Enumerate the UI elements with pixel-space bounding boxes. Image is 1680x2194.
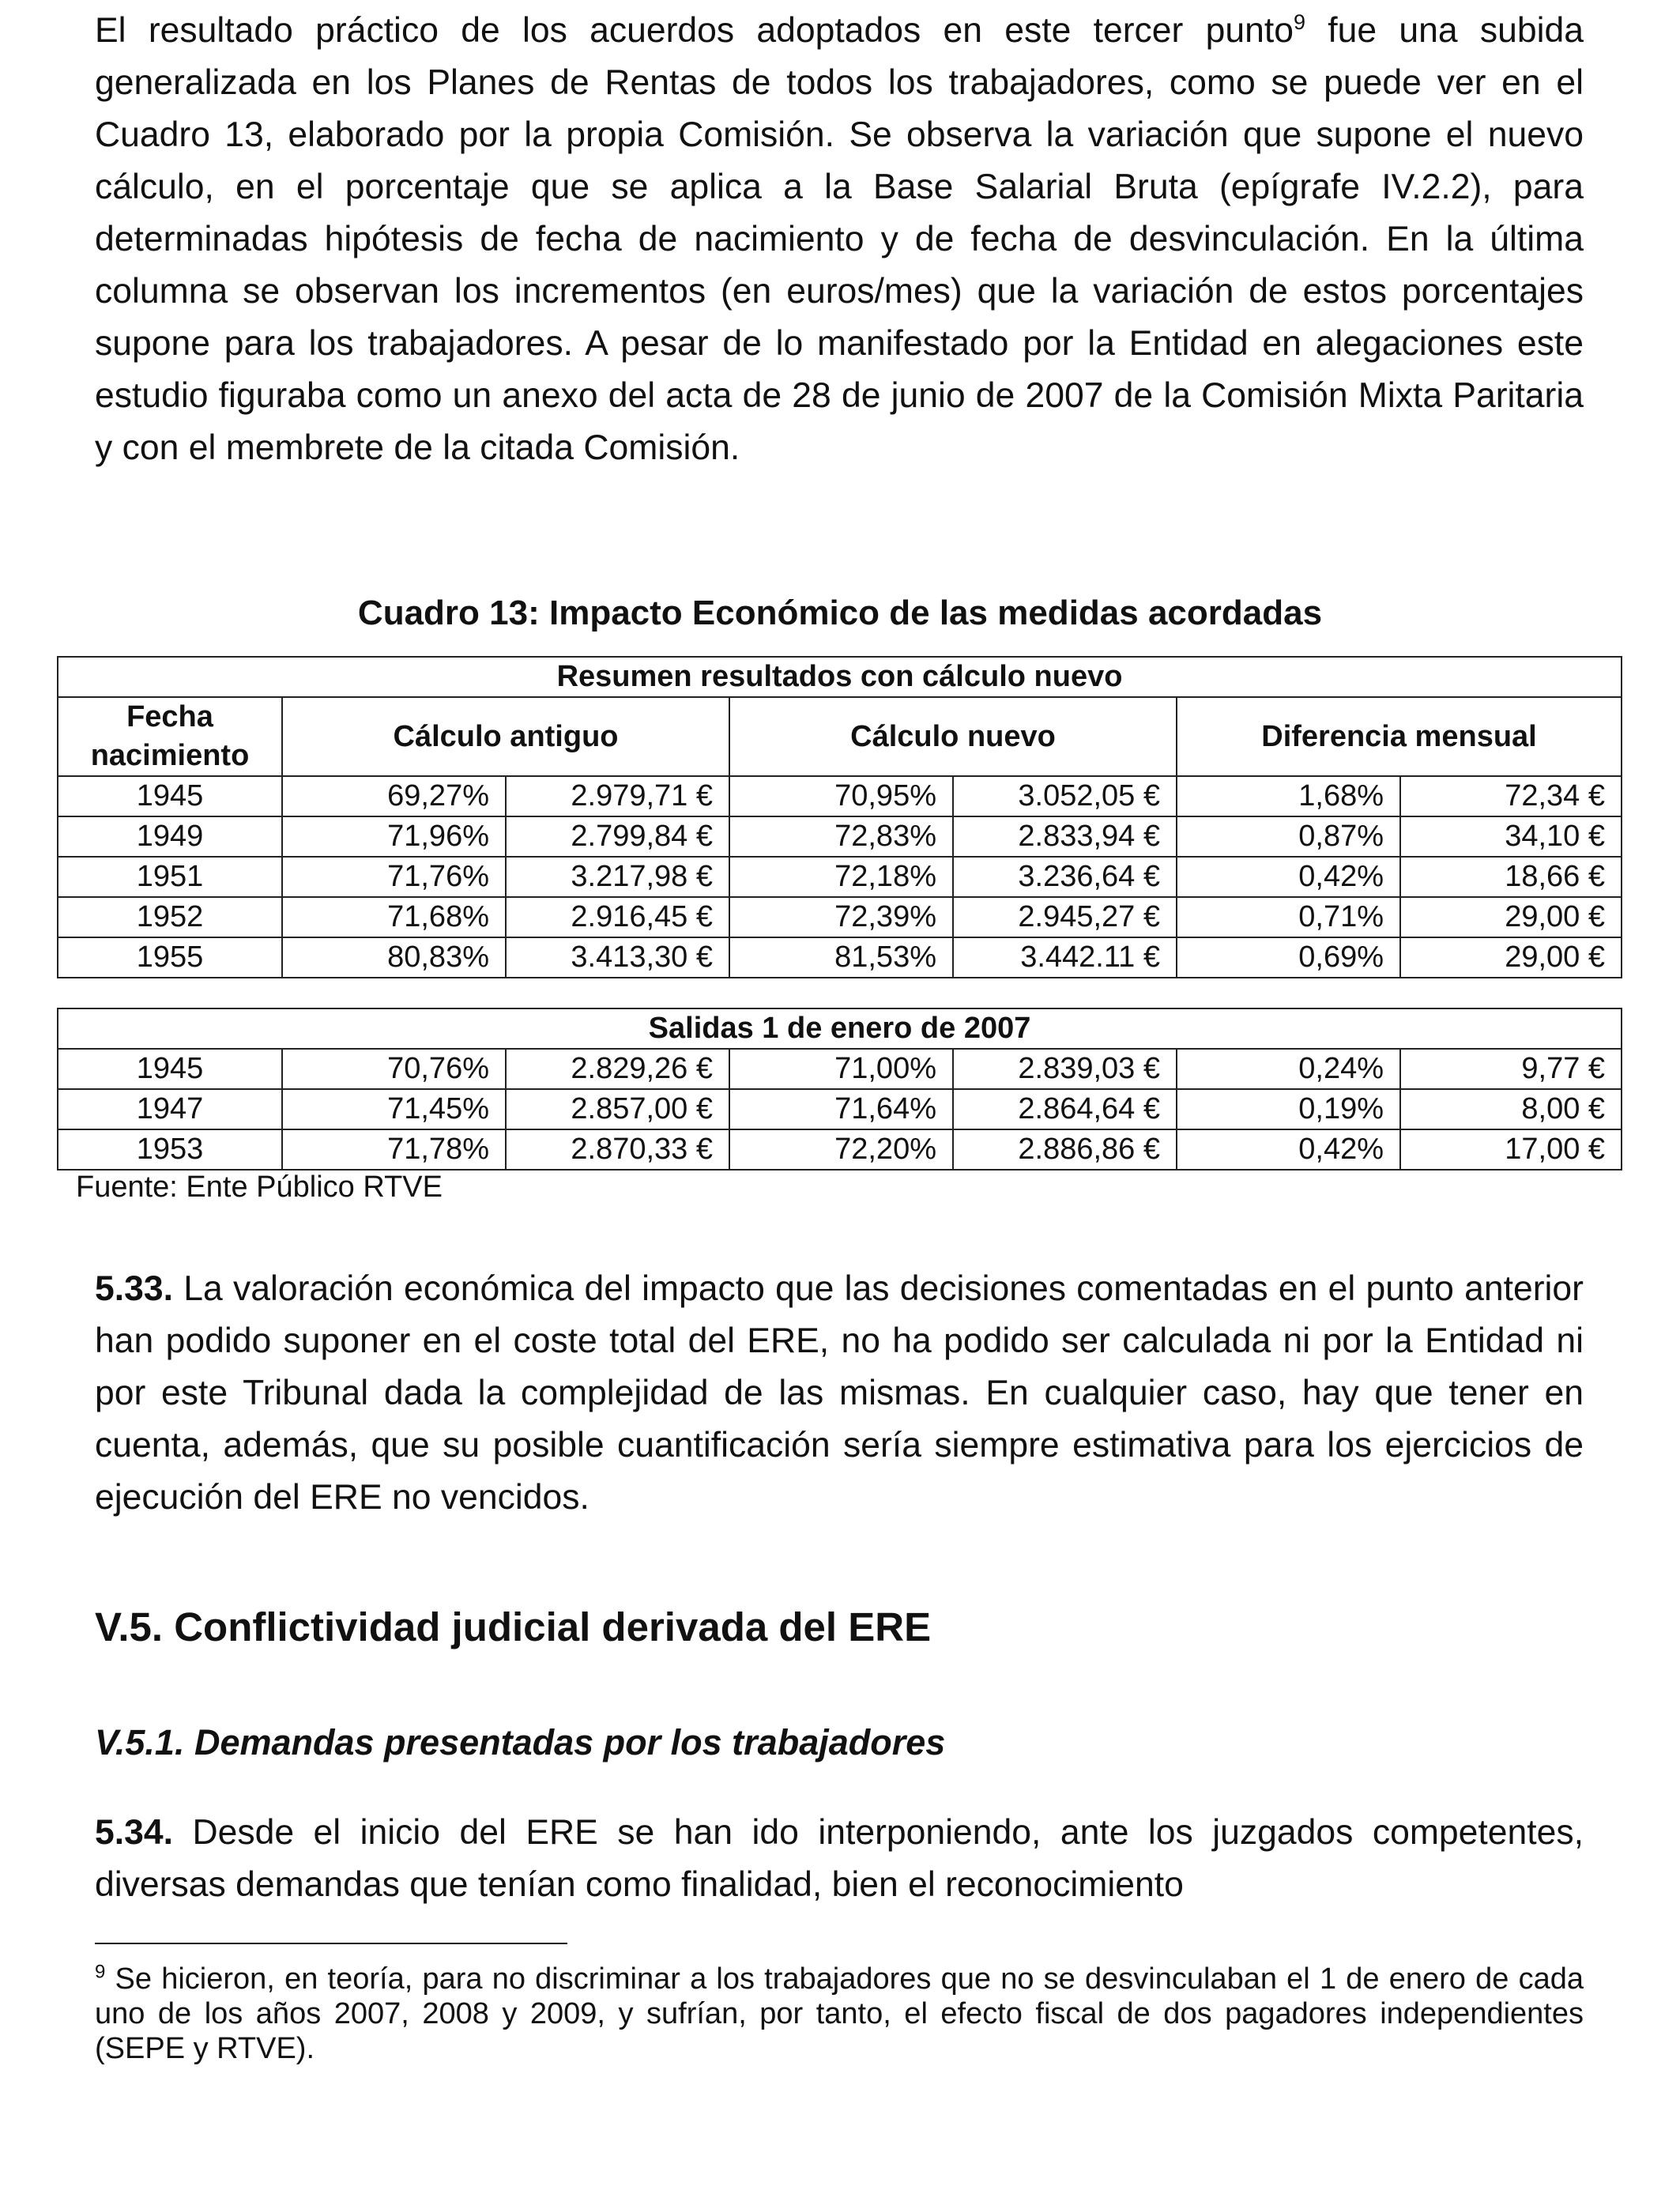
footnote-number: 9	[95, 1961, 106, 1983]
cell-year: 1951	[58, 857, 282, 897]
cell-diferencia-pct: 0,19%	[1177, 1089, 1400, 1129]
paragraph-5-33	[95, 1263, 1584, 1524]
cell-antiguo-pct: 71,76%	[282, 857, 506, 897]
paragraph-text: Desde el inicio del ERE se han ido interponiendo, ante los juzgados competentes, diversas demandas que tenían como finalidad, bien el reconocimiento	[95, 1813, 1584, 1904]
cell-year: 1947	[58, 1089, 282, 1129]
cell-nuevo-pct: 70,95%	[729, 776, 953, 816]
subsection-heading: V.5.1. Demandas presentadas por los trabajadores	[95, 1722, 946, 1762]
footnote	[95, 1962, 1584, 2066]
cell-antiguo-eur: 3.217,98 €	[506, 857, 729, 897]
salidas-table-caption: Salidas 1 de enero de 2007	[58, 1008, 1622, 1049]
table-row	[58, 816, 1622, 857]
cell-diferencia-eur: 72,34 €	[1400, 776, 1622, 816]
cell-antiguo-pct: 69,27%	[282, 776, 506, 816]
cell-nuevo-eur: 2.864,64 €	[953, 1089, 1177, 1129]
cell-diferencia-pct: 0,42%	[1177, 1129, 1400, 1170]
cell-diferencia-eur: 29,00 €	[1400, 937, 1622, 978]
table-row	[58, 1049, 1622, 1089]
cell-year: 1945	[58, 776, 282, 816]
cell-nuevo-pct: 72,39%	[729, 897, 953, 937]
table-row	[58, 897, 1622, 937]
cell-antiguo-pct: 71,68%	[282, 897, 506, 937]
table-row	[58, 776, 1622, 816]
results-table	[57, 656, 1622, 978]
cell-antiguo-pct: 71,78%	[282, 1129, 506, 1170]
cell-year: 1945	[58, 1049, 282, 1089]
table-row	[58, 1089, 1622, 1129]
cell-nuevo-eur: 2.886,86 €	[953, 1129, 1177, 1170]
cell-nuevo-pct: 72,83%	[729, 816, 953, 857]
cell-diferencia-pct: 0,42%	[1177, 857, 1400, 897]
results-table-body	[58, 776, 1622, 978]
cell-year: 1952	[58, 897, 282, 937]
intro-paragraph	[95, 5, 1584, 474]
cell-diferencia-pct: 1,68%	[1177, 776, 1400, 816]
cell-antiguo-pct: 80,83%	[282, 937, 506, 978]
cell-nuevo-pct: 72,18%	[729, 857, 953, 897]
cell-diferencia-pct: 0,87%	[1177, 816, 1400, 857]
cell-nuevo-pct: 72,20%	[729, 1129, 953, 1170]
cell-year: 1949	[58, 816, 282, 857]
salidas-table-body	[58, 1049, 1622, 1170]
cell-nuevo-eur: 3.052,05 €	[953, 776, 1177, 816]
header-fecha-line2: nacimiento	[90, 739, 250, 772]
paragraph-5-34	[95, 1807, 1584, 1911]
results-table-caption: Resumen resultados con cálculo nuevo	[58, 657, 1622, 697]
intro-text-after-ref: fue una subida generalizada en los Planes de Rentas de todos los trabajadores, como se puede ver en el Cuadro 13, elaborado por la propia Comisión. Se observa la variación que supone el nuevo cálculo, en el porcentaje que se aplica a la Base Salarial Bruta (epígrafe IV.2.2), para determinadas hipótesis de fecha de nacimiento y de fecha de desvinculación. En la última columna se observan los incrementos (en euros/mes) que la variación de estos porcentajes supone para los trabajadores. A pesar de lo manifestado por la Entidad en alegaciones este estudio figuraba como un anexo del acta de 28 de junio de 2007 de la Comisión Mixta Paritaria y con el membrete de la citada Comisión.	[95, 11, 1584, 467]
cell-antiguo-eur: 2.799,84 €	[506, 816, 729, 857]
cuadro-title: Cuadro 13: Impacto Económico de las medidas acordadas	[357, 594, 1323, 632]
cell-year: 1955	[58, 937, 282, 978]
salidas-table	[57, 1008, 1622, 1171]
intro-text-before-ref: El resultado práctico de los acuerdos adoptados en este tercer punto	[95, 11, 1294, 50]
cell-antiguo-pct: 71,96%	[282, 816, 506, 857]
cell-year: 1953	[58, 1129, 282, 1170]
cell-diferencia-eur: 34,10 €	[1400, 816, 1622, 857]
cell-antiguo-eur: 2.857,00 €	[506, 1089, 729, 1129]
paragraph-number: 5.33.	[95, 1269, 173, 1308]
header-calculo-antiguo: Cálculo antiguo	[282, 697, 729, 776]
cell-nuevo-eur: 2.839,03 €	[953, 1049, 1177, 1089]
cell-antiguo-eur: 2.870,33 €	[506, 1129, 729, 1170]
header-diferencia-mensual: Diferencia mensual	[1177, 697, 1622, 776]
table-row	[58, 1129, 1622, 1170]
cell-antiguo-eur: 2.829,26 €	[506, 1049, 729, 1089]
table-row	[58, 937, 1622, 978]
cell-diferencia-eur: 29,00 €	[1400, 897, 1622, 937]
cell-nuevo-eur: 2.833,94 €	[953, 816, 1177, 857]
cell-diferencia-pct: 0,71%	[1177, 897, 1400, 937]
table-row	[58, 857, 1622, 897]
cell-nuevo-pct: 71,64%	[729, 1089, 953, 1129]
cell-antiguo-eur: 2.979,71 €	[506, 776, 729, 816]
cell-antiguo-eur: 2.916,45 €	[506, 897, 729, 937]
cell-nuevo-pct: 71,00%	[729, 1049, 953, 1089]
footnote-text: Se hicieron, en teoría, para no discriminar a los trabajadores que no se desvinculaban el 1 de enero de cada uno de los años 2007, 2008 y 2009, y sufrían, por tanto, el efecto fiscal de dos pagadores independientes (SEPE y RTVE).	[95, 1962, 1584, 2065]
cell-diferencia-eur: 17,00 €	[1400, 1129, 1622, 1170]
cell-antiguo-eur: 3.413,30 €	[506, 937, 729, 978]
cell-nuevo-eur: 3.236,64 €	[953, 857, 1177, 897]
paragraph-text: La valoración económica del impacto que las decisiones comentadas en el punto anterior han podido suponer en el coste total del ERE, no ha podido ser calculada ni por la Entidad ni por este Tribunal dada la complejidad de las mismas. En cualquier caso, hay que tener en cuenta, además, que su posible cuantificación sería siempre estimativa para los ejercicios de ejecución del ERE no vencidos.	[95, 1269, 1584, 1517]
header-calculo-nuevo: Cálculo nuevo	[729, 697, 1177, 776]
cell-antiguo-pct: 70,76%	[282, 1049, 506, 1089]
cell-antiguo-pct: 71,45%	[282, 1089, 506, 1129]
cell-diferencia-eur: 9,77 €	[1400, 1049, 1622, 1089]
cell-nuevo-pct: 81,53%	[729, 937, 953, 978]
cell-diferencia-eur: 18,66 €	[1400, 857, 1622, 897]
cell-nuevo-eur: 3.442.11 €	[953, 937, 1177, 978]
footnote-separator	[95, 1943, 567, 1944]
paragraph-number: 5.34.	[95, 1813, 173, 1852]
table-source: Fuente: Ente Público RTVE	[76, 1171, 443, 1204]
header-fecha-nacimiento	[58, 697, 282, 776]
cell-nuevo-eur: 2.945,27 €	[953, 897, 1177, 937]
header-fecha-line1: Fecha	[126, 700, 213, 733]
footnote-reference[interactable]: 9	[1293, 10, 1305, 35]
cell-diferencia-pct: 0,69%	[1177, 937, 1400, 978]
cell-diferencia-pct: 0,24%	[1177, 1049, 1400, 1089]
section-heading: V.5. Conflictividad judicial derivada del ERE	[95, 1604, 932, 1649]
cell-diferencia-eur: 8,00 €	[1400, 1089, 1622, 1129]
